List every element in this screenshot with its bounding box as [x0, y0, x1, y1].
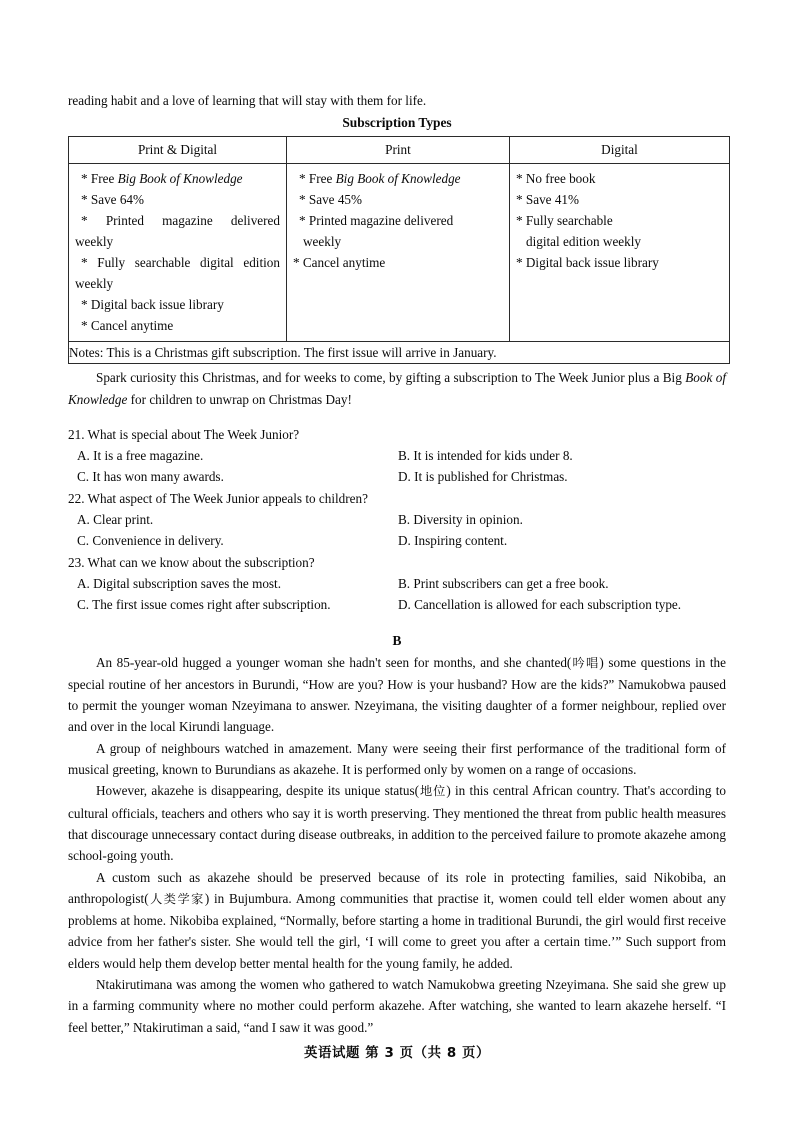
feature-item: * Printed magazine delivered: [299, 213, 454, 229]
feature-item-continuation: weekly: [303, 234, 342, 250]
option-row: [68, 594, 726, 615]
option-d[interactable]: D. Inspiring content.: [398, 533, 508, 549]
option-row: [68, 445, 726, 466]
option-a[interactable]: A. Digital subscription saves the most.: [77, 575, 282, 591]
book-title-italic: Book of Knowledge: [68, 370, 726, 407]
gloss-chanted: 吟唱: [571, 655, 600, 670]
option-d[interactable]: D. It is published for Christmas.: [398, 469, 568, 485]
question-21: [68, 424, 726, 488]
passage-text: However, akazehe is disappearing, despite its unique status(: [96, 783, 420, 799]
subscription-types-table: [68, 136, 730, 364]
cell-digital: [510, 164, 730, 342]
option-row: [68, 530, 726, 551]
feature-item-continuation: weekly: [75, 276, 114, 292]
option-row: [68, 509, 726, 530]
feature-item: * Fully searchable: [516, 213, 613, 229]
gloss-status: 地位: [419, 784, 447, 799]
question-stem: 23. What can we know about the subscription?: [68, 554, 315, 570]
page-footer: [0, 1042, 794, 1061]
passage-paragraph-3: [68, 780, 726, 866]
table-notes: Notes: This is a Christmas gift subscription. The first issue will arrive in January.: [69, 342, 730, 364]
column-header-digital: Digital: [510, 137, 730, 164]
passage-paragraph-5: Ntakirutimana was among the women who gathered to watch Namukobwa greeting Nzeyimana. She said she grew up in a farming community where no mother could perform akazehe. After watching, she wanted to learn akazehe herself. “I feel better,” Ntakirutiman a said, “and I saw it was good.”: [68, 977, 726, 1035]
book-title-italic: Big Book of Knowledge: [117, 171, 243, 187]
question-22: [68, 488, 726, 552]
option-c[interactable]: C. The first issue comes right after subscription.: [77, 597, 331, 613]
option-b[interactable]: B. Print subscribers can get a free book.: [398, 575, 609, 591]
question-stem: 21. What is special about The Week Junior?: [68, 426, 300, 442]
cell-print-digital: [69, 164, 287, 342]
page-content: [68, 90, 726, 1038]
feature-item: * Save 64%: [81, 192, 144, 208]
feature-item: * Fully searchable digital edition: [81, 255, 280, 271]
footer-text: 英语试题 第 3 页（共 8 页）: [303, 1046, 491, 1061]
continued-sentence: reading habit and a love of learning that will stay with them for life.: [68, 93, 427, 108]
table-title: Subscription Types: [342, 115, 452, 131]
feature-item: * Cancel anytime: [81, 318, 174, 334]
passage-paragraph-4: [68, 867, 726, 974]
table-header-row: [69, 137, 730, 164]
option-row: [68, 466, 726, 487]
feature-item: * Printed magazine delivered: [81, 213, 280, 229]
feature-item: * Digital back issue library: [516, 255, 659, 271]
passage-text: An 85-year-old hugged a younger woman she hadn't seen for months, and she chanted(: [96, 654, 572, 670]
section-letter-b: B: [392, 632, 402, 648]
option-row: [68, 573, 726, 594]
column-header-print-digital: Print & Digital: [69, 137, 287, 164]
question-23: [68, 552, 726, 616]
column-header-print: Print: [287, 137, 510, 164]
feature-item: * Save 41%: [516, 192, 579, 208]
option-c[interactable]: C. Convenience in delivery.: [77, 533, 224, 549]
passage-text: A custom such as akazehe should be preserved because of its role in protecting families, said Nikobiba, an anthropologist(: [68, 869, 726, 906]
feature-item: * Free Big Book of Knowledge: [81, 171, 243, 187]
table-notes-row: [69, 342, 730, 364]
passage-text: ) some questions in the special routine of her ancestors in Burundi, “How are you? How is your husband? How are the kids?” Namukobwa paused to permit the younger woman Nzeyimana to answer. Nzeyimana, the visiting daughter of a former neighbour, replied over and over in the local Kirundi language.: [68, 654, 726, 735]
passage-paragraph-1: [68, 652, 726, 738]
feature-item: * Digital back issue library: [81, 297, 224, 313]
cell-print: [287, 164, 510, 342]
passage-text: ) in Bujumbura. Among communities that practise it, women could tell elder women about any problems at home. Nikobiba explained, “Normally, before starting a home in traditional Burundi, the girl would first receive advice from her father's sister. She would tell the girl, ‘I will come to greet you after a certain time.’” Such support from elders would help them develop better mental health for the young family, he added.: [68, 890, 726, 971]
feature-item: * Cancel anytime: [293, 255, 386, 271]
promo-text-part2: for children to unwrap on Christmas Day!: [127, 391, 352, 407]
option-c[interactable]: C. It has won many awards.: [77, 469, 224, 485]
option-a[interactable]: A. It is a free magazine.: [77, 448, 204, 464]
option-a[interactable]: A. Clear print.: [77, 512, 154, 528]
option-d[interactable]: D. Cancellation is allowed for each subscription type.: [398, 597, 682, 613]
question-stem: 22. What aspect of The Week Junior appeals to children?: [68, 490, 368, 506]
feature-item: * Free Big Book of Knowledge: [299, 171, 461, 187]
option-b[interactable]: B. Diversity in opinion.: [398, 512, 523, 528]
feature-item: * No free book: [516, 171, 596, 187]
option-b[interactable]: B. It is intended for kids under 8.: [398, 448, 573, 464]
promo-text-part1: Spark curiosity this Christmas, and for weeks to come, by gifting a subscription to The Week Junior plus a Big: [96, 370, 686, 386]
book-title-italic: Big Book of Knowledge: [335, 171, 461, 187]
feature-item: * Save 45%: [299, 192, 362, 208]
table-body-row: [69, 164, 730, 342]
gloss-anthropologist: 人类学家: [148, 891, 205, 906]
passage-text: ) in this central African country. That's according to cultural officials, teachers and others who say it is worth preserving. They mentioned the threat from public health measures that discourage unnecessary contact during disease outbreaks, in addition to the perceived failure to promote akazehe among school-going youth.: [68, 783, 727, 864]
passage-paragraph-2: A group of neighbours watched in amazement. Many were seeing their first performance of the traditional form of musical greeting, known to Burundians as akazehe. It is performed only by women on a range of occasions.: [68, 740, 726, 778]
promo-paragraph: [68, 367, 726, 410]
feature-item-continuation: digital edition weekly: [526, 234, 641, 250]
feature-item-continuation: weekly: [75, 234, 114, 250]
